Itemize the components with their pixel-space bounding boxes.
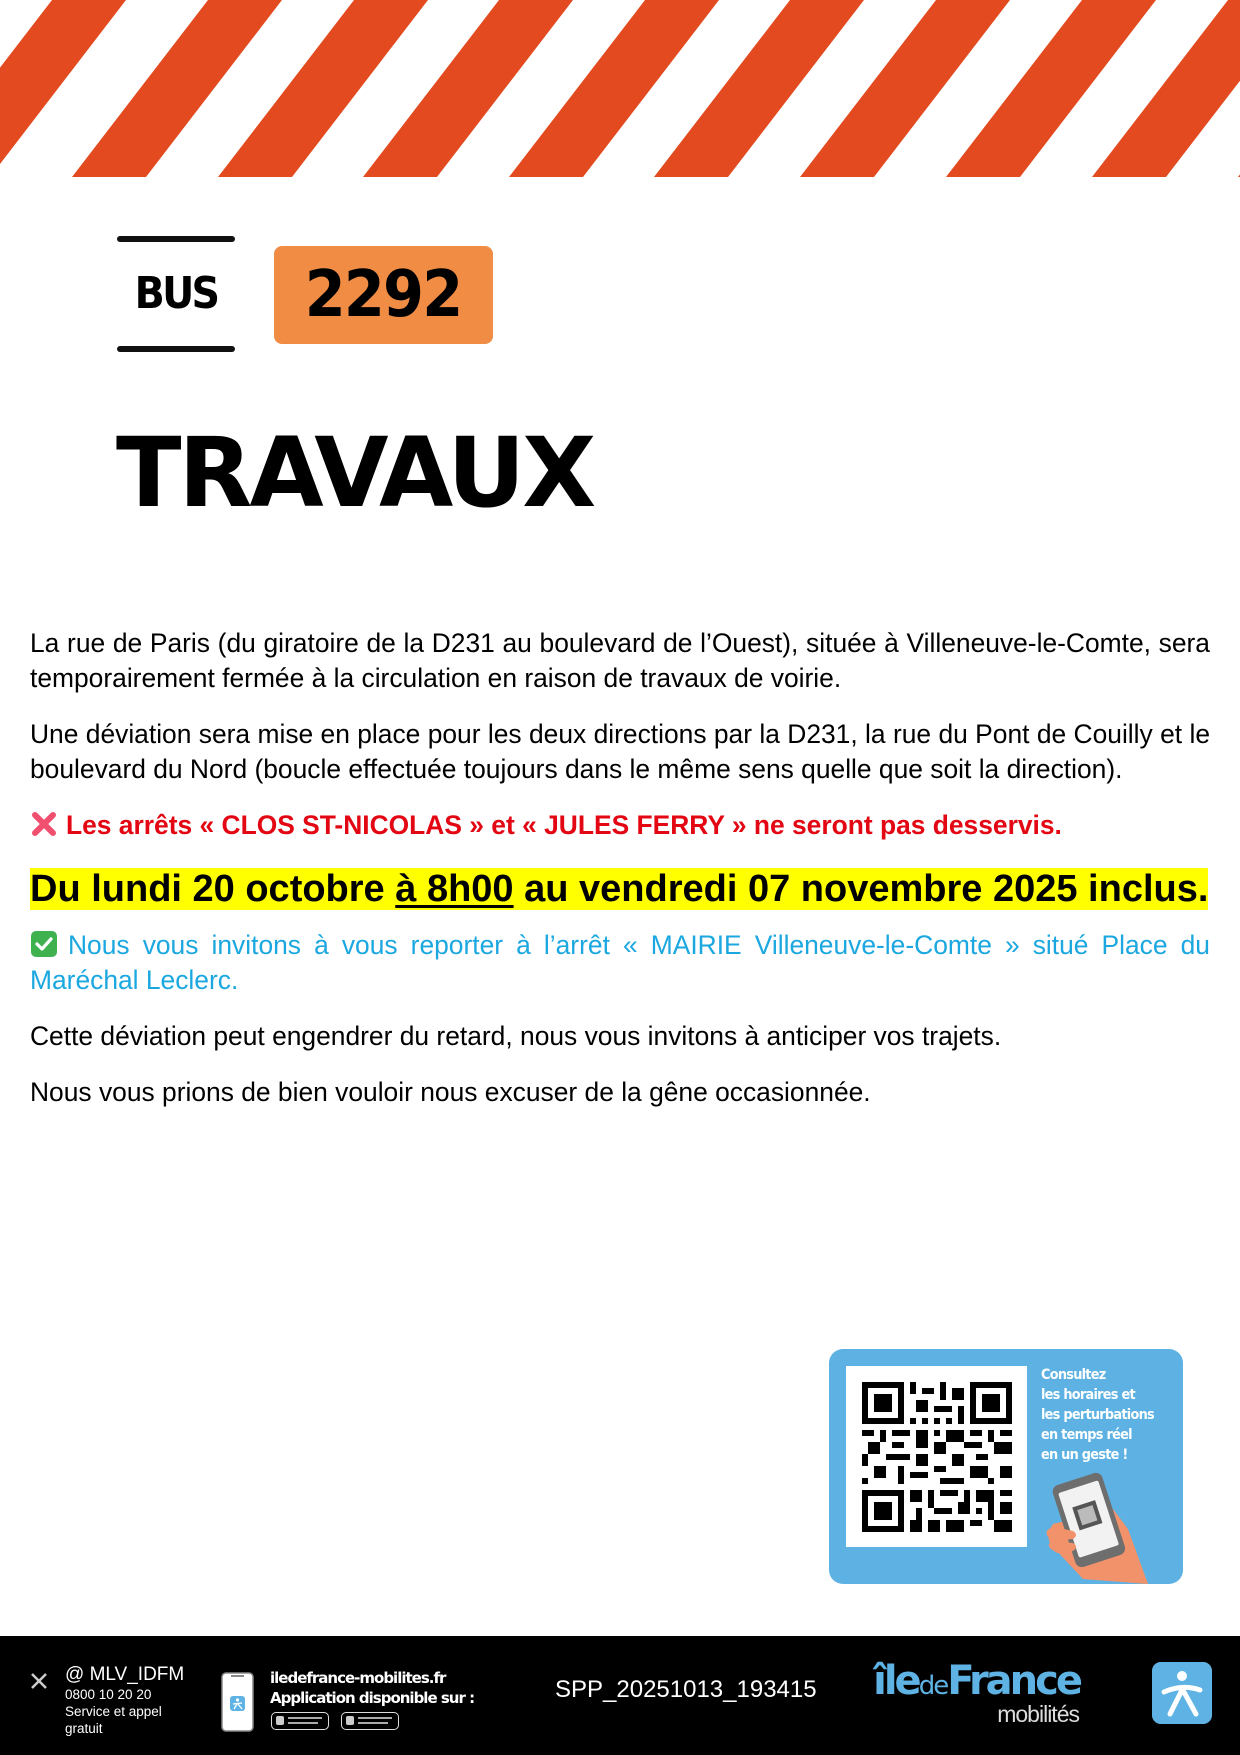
detour-paragraph: Une déviation sera mise en place pour les deux directions par la D231, la rue du Pont de Couilly et le boulevard du Nord (boucle effectuée toujours dans le même sens quelle que soit la direction). <box>30 719 1210 784</box>
mode-label-top-rule <box>117 236 235 242</box>
brand-france: France <box>947 1658 1080 1704</box>
hand-holding-phone-icon <box>1043 1469 1173 1584</box>
cross-mark-icon <box>30 810 58 838</box>
qr-code[interactable] <box>846 1366 1027 1547</box>
period-start: Du lundi 20 octobre <box>30 868 396 910</box>
website-link[interactable]: iledefrance-mobilites.fr <box>270 1669 446 1687</box>
phone-note: gratuit <box>65 1721 103 1736</box>
app-info <box>270 1668 474 1708</box>
social-handle[interactable]: @ MLV_IDFM <box>65 1664 185 1685</box>
app-availability: Application disponible sur : <box>270 1689 475 1707</box>
stops-not-served-warning <box>30 808 1210 843</box>
hazard-stripes-graphic <box>0 0 1240 177</box>
check-mark-button-icon <box>30 930 58 958</box>
cta-line: en un geste ! <box>1041 1447 1128 1463</box>
apology-paragraph: Nous vous prions de bien vouloir nous excuser de la gêne occasionnée. <box>30 1077 871 1107</box>
smartphone-app-icon <box>221 1672 254 1732</box>
cta-line: en temps réel <box>1041 1427 1132 1443</box>
line-number: 2292 <box>305 258 462 332</box>
qr-card-call-to-action <box>1041 1365 1165 1465</box>
phone-note: Service et appel <box>65 1704 162 1719</box>
store-badges <box>271 1712 399 1730</box>
period-start-time: à 8h00 <box>395 868 514 910</box>
brand-ile: île <box>873 1658 919 1704</box>
iledefrance-mobilites-logo <box>873 1658 1145 1730</box>
google-play-badge[interactable] <box>271 1712 329 1730</box>
notice-body <box>30 626 1210 1131</box>
app-store-badge[interactable] <box>341 1712 399 1730</box>
notice-title: TRAVAUX <box>116 417 594 529</box>
pedestrian-logo-icon <box>1152 1662 1212 1724</box>
alternative-stop-advice <box>30 928 1210 998</box>
mode-label-text: BUS <box>134 268 218 319</box>
disruption-period <box>30 864 1210 914</box>
cta-line: les perturbations <box>1041 1407 1154 1423</box>
alternative-stop-text: Nous vous invitons à vous reporter à l’arrêt « MAIRIE Villeneuve-le-Comte » situé Place du Maréchal Leclerc. <box>30 930 1210 995</box>
document-reference: SPP_20251013_193415 <box>555 1676 817 1703</box>
delay-paragraph: Cette déviation peut engendrer du retard, nous vous invitons à anticiper vos trajets. <box>30 1021 1002 1051</box>
qr-code-graphic <box>862 1382 1012 1532</box>
brand-de: de <box>918 1671 948 1701</box>
cta-line: les horaires et <box>1041 1387 1135 1403</box>
stops-not-served-text: Les arrêts « CLOS ST-NICOLAS » et « JULES FERRY » ne seront pas desservis. <box>66 810 1062 840</box>
footer <box>0 1636 1240 1755</box>
closure-paragraph: La rue de Paris (du giratoire de la D231 au boulevard de l’Ouest), située à Villeneuve-le-Comte, sera temporairement fermée à la circulation en raison de travaux de voirie. <box>30 628 1210 693</box>
cta-line: Consultez <box>1041 1367 1106 1383</box>
qr-code-card <box>829 1349 1183 1584</box>
mode-label-bottom-rule <box>117 346 235 352</box>
phone-number: 0800 10 20 20 <box>65 1687 152 1702</box>
hazard-stripe-banner <box>0 0 1240 177</box>
contact-info <box>65 1664 184 1737</box>
brand-mobilites: mobilités <box>997 1701 1079 1727</box>
x-icon[interactable] <box>30 1672 48 1690</box>
period-end: au vendredi 07 novembre 2025 inclus. <box>513 868 1209 910</box>
line-number-badge <box>274 246 493 344</box>
transport-mode-label <box>117 236 235 354</box>
